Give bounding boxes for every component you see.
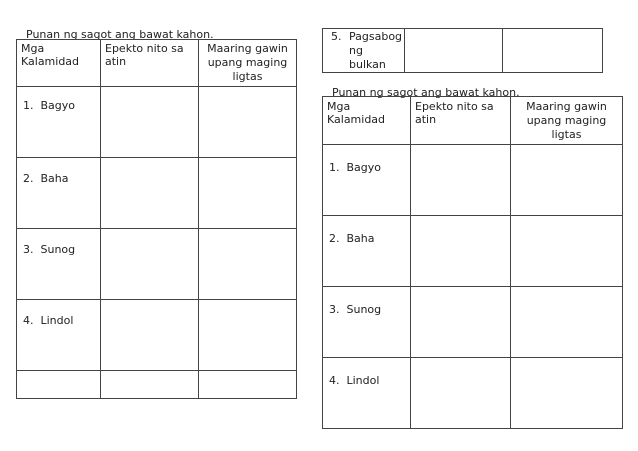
right-header-epekto: Epekto nito sa atin: [411, 97, 511, 145]
answer-box-kalamidad[interactable]: [17, 371, 101, 399]
right-instruction: Punan ng sagot ang bawat kahon.: [332, 86, 520, 99]
left-row-sunog: [17, 229, 297, 300]
left-label-cell: [17, 87, 101, 158]
row-label: Sunog: [40, 243, 76, 256]
right-header-kalamidad: Mga Kalamidad: [323, 97, 411, 145]
right-row-sunog: [323, 287, 623, 358]
row-number: 3.: [329, 303, 340, 316]
right-header-row: [323, 97, 623, 145]
answer-box-epekto[interactable]: [411, 216, 511, 287]
left-row-bagyo: [17, 87, 297, 158]
left-label-cell: [17, 300, 101, 371]
answer-box-epekto[interactable]: [101, 300, 199, 371]
right-row-baha: [323, 216, 623, 287]
answer-box-epekto[interactable]: [411, 358, 511, 429]
answer-box-gawin[interactable]: [511, 287, 623, 358]
row-pagsabog: [323, 29, 603, 73]
answer-box-gawin[interactable]: [503, 29, 603, 73]
row-number: 5.: [331, 30, 342, 43]
answer-box-epekto[interactable]: [405, 29, 503, 73]
row-label: Bagyo: [40, 99, 76, 112]
right-label-cell: [323, 287, 411, 358]
right-label-cell: [323, 358, 411, 429]
row-number: 1.: [23, 99, 34, 112]
left-row-baha: [17, 158, 297, 229]
row-label: Baha: [346, 232, 375, 245]
answer-box-gawin[interactable]: [511, 216, 623, 287]
right-disaster-table: [322, 96, 623, 429]
answer-box-epekto[interactable]: [101, 371, 199, 399]
right-label-cell: [323, 216, 411, 287]
answer-box-gawin[interactable]: [511, 145, 623, 216]
continuation-table: [322, 28, 603, 73]
row-label: Lindol: [346, 374, 380, 387]
answer-box-epekto[interactable]: [101, 158, 199, 229]
row-number: 4.: [329, 374, 340, 387]
right-row-bagyo: [323, 145, 623, 216]
left-instruction: Punan ng sagot ang bawat kahon.: [26, 28, 214, 41]
right-row-lindol: [323, 358, 623, 429]
row-label: Bagyo: [346, 161, 382, 174]
row-number: 3.: [23, 243, 34, 256]
row-label: Pagsabog ng bulkan: [349, 30, 403, 71]
left-disaster-table: [16, 39, 297, 399]
right-label-cell: [323, 145, 411, 216]
row-number: 2.: [329, 232, 340, 245]
left-label-cell: [17, 229, 101, 300]
answer-box-epekto[interactable]: [101, 87, 199, 158]
pagsabog-label-cell: [323, 29, 405, 73]
left-row-lindol: [17, 300, 297, 371]
answer-box-gawin[interactable]: [199, 300, 297, 371]
left-header-kalamidad: Mga Kalamidad: [17, 40, 101, 87]
left-row-empty: [17, 371, 297, 399]
answer-box-gawin[interactable]: [199, 158, 297, 229]
answer-box-epekto[interactable]: [411, 145, 511, 216]
answer-box-epekto[interactable]: [411, 287, 511, 358]
answer-box-gawin[interactable]: [199, 87, 297, 158]
left-header-row: [17, 40, 297, 87]
left-header-gawin: Maaring gawin upang maging ligtas: [199, 40, 297, 87]
answer-box-gawin[interactable]: [511, 358, 623, 429]
left-header-epekto: Epekto nito sa atin: [101, 40, 199, 87]
row-number: 2.: [23, 172, 34, 185]
right-header-gawin: Maaring gawin upang maging ligtas: [511, 97, 623, 145]
row-number: 4.: [23, 314, 34, 327]
row-number: 1.: [329, 161, 340, 174]
answer-box-gawin[interactable]: [199, 371, 297, 399]
row-label: Lindol: [40, 314, 74, 327]
answer-box-gawin[interactable]: [199, 229, 297, 300]
answer-box-epekto[interactable]: [101, 229, 199, 300]
row-label: Sunog: [346, 303, 382, 316]
row-label: Baha: [40, 172, 69, 185]
left-label-cell: [17, 158, 101, 229]
